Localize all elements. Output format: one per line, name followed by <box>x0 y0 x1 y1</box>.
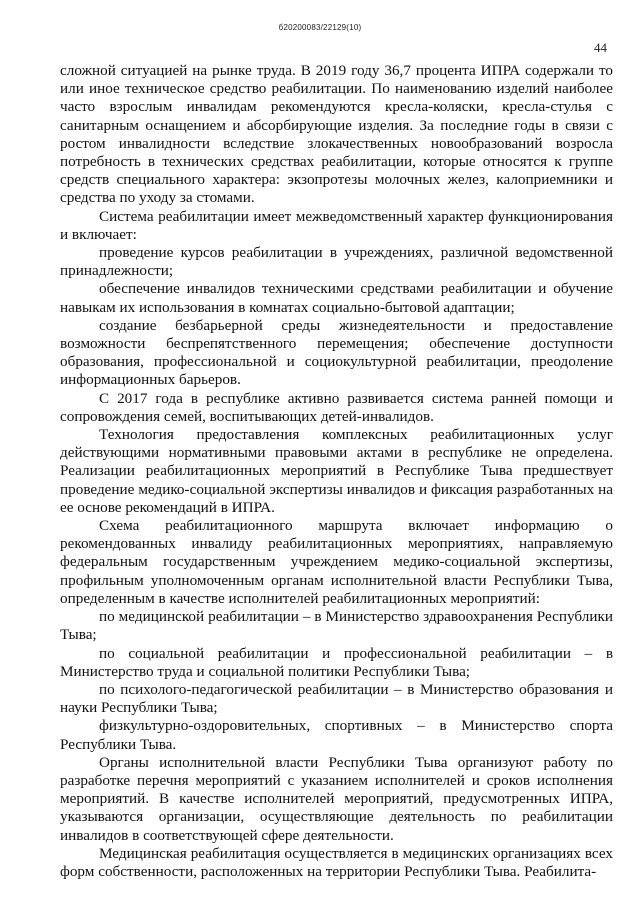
paragraph: Органы исполнительной власти Республики Тыва организуют работу по разработке перечня мероприятий с указанием исполнителей и сроков исполнения мероприятий. В качестве исполнителей мероприятий, предусмотренных ИПРА, указываются организации, осуществляющие деятельность по реабилитации инвалидов в соответствующей сфере деятельности. <box>60 753 613 844</box>
paragraph: Технология предоставления комплексных реабилитационных услуг действующими нормативными правовыми актами в республике не определена. Реализации реабилитационных мероприятий в Республике Тыва предшествует проведение медико-социальной экспертизы инвалидов и фиксация разработанных на ее основе рекомендаций в ИПРА. <box>60 426 613 516</box>
document-id: б20200083/22129(10) <box>278 23 362 32</box>
list-item: по социальной реабилитации и профессиональной реабилитации – в Министерство труда и социальной политики Республики Тыва; <box>60 644 613 680</box>
list-item: физкультурно-оздоровительных, спортивных – в Министерство спорта Республики Тыва. <box>60 717 613 753</box>
document-body <box>60 62 613 881</box>
paragraph: С 2017 года в республике активно развивается система ранней помощи и сопровождения семей, воспитывающих детей-инвалидов. <box>60 389 613 425</box>
paragraph-continued: сложной ситуацией на рынке труда. В 2019 году 36,7 процента ИПРА содержали то или иное техническое средство реабилитации. По наименованию изделий наиболее часто взрослым инвалидам рекомендуются кресла-коляски, кресла-стулья с санитарным оснащением и абсорбирующие изделия. За последние годы в связи с ростом инвалидности вследствие злокачественных новообразований возросла потребность в технических средствах реабилитации, которые относятся к группе средств специального характера: экзопротезы молочных желез, калоприемники и средства по уходу за стомами. <box>60 62 613 207</box>
list-item: проведение курсов реабилитации в учреждениях, различной ведомственной принадлежности; <box>60 244 613 280</box>
list-item: по психолого-педагогической реабилитации – в Министерство образования и науки Республики Тыва; <box>60 680 613 717</box>
paragraph: Система реабилитации имеет межведомственный характер функционирования и включает: <box>60 207 613 243</box>
paragraph: Схема реабилитационного маршрута включает информацию о рекомендованных инвалиду реабилитационных мероприятиях, направляемую федеральным государственным учреждением медико-социальной экспертизы, профильным уполномоченным органам исполнительной власти Республики Тыва, определенным в качестве исполнителей реабилитационных мероприятий: <box>60 517 613 607</box>
list-item: по медицинской реабилитации – в Министерство здравоохранения Республики Тыва; <box>60 608 613 644</box>
paragraph: Медицинская реабилитация осуществляется в медицинских организациях всех форм собственности, расположенных на территории Республики Тыва. Реабилита- <box>60 844 613 880</box>
page-number: 44 <box>594 40 607 55</box>
list-item: создание безбарьерной среды жизнедеятельности и предоставление возможности беспрепятственного перемещения; обеспечение доступности образования, профессиональной и социокультурной реабилитации, преодоление информационных барьеров. <box>60 316 613 389</box>
list-item: обеспечение инвалидов техническими средствами реабилитации и обучение навыкам их использования в комнатах социально-бытовой адаптации; <box>60 280 613 316</box>
